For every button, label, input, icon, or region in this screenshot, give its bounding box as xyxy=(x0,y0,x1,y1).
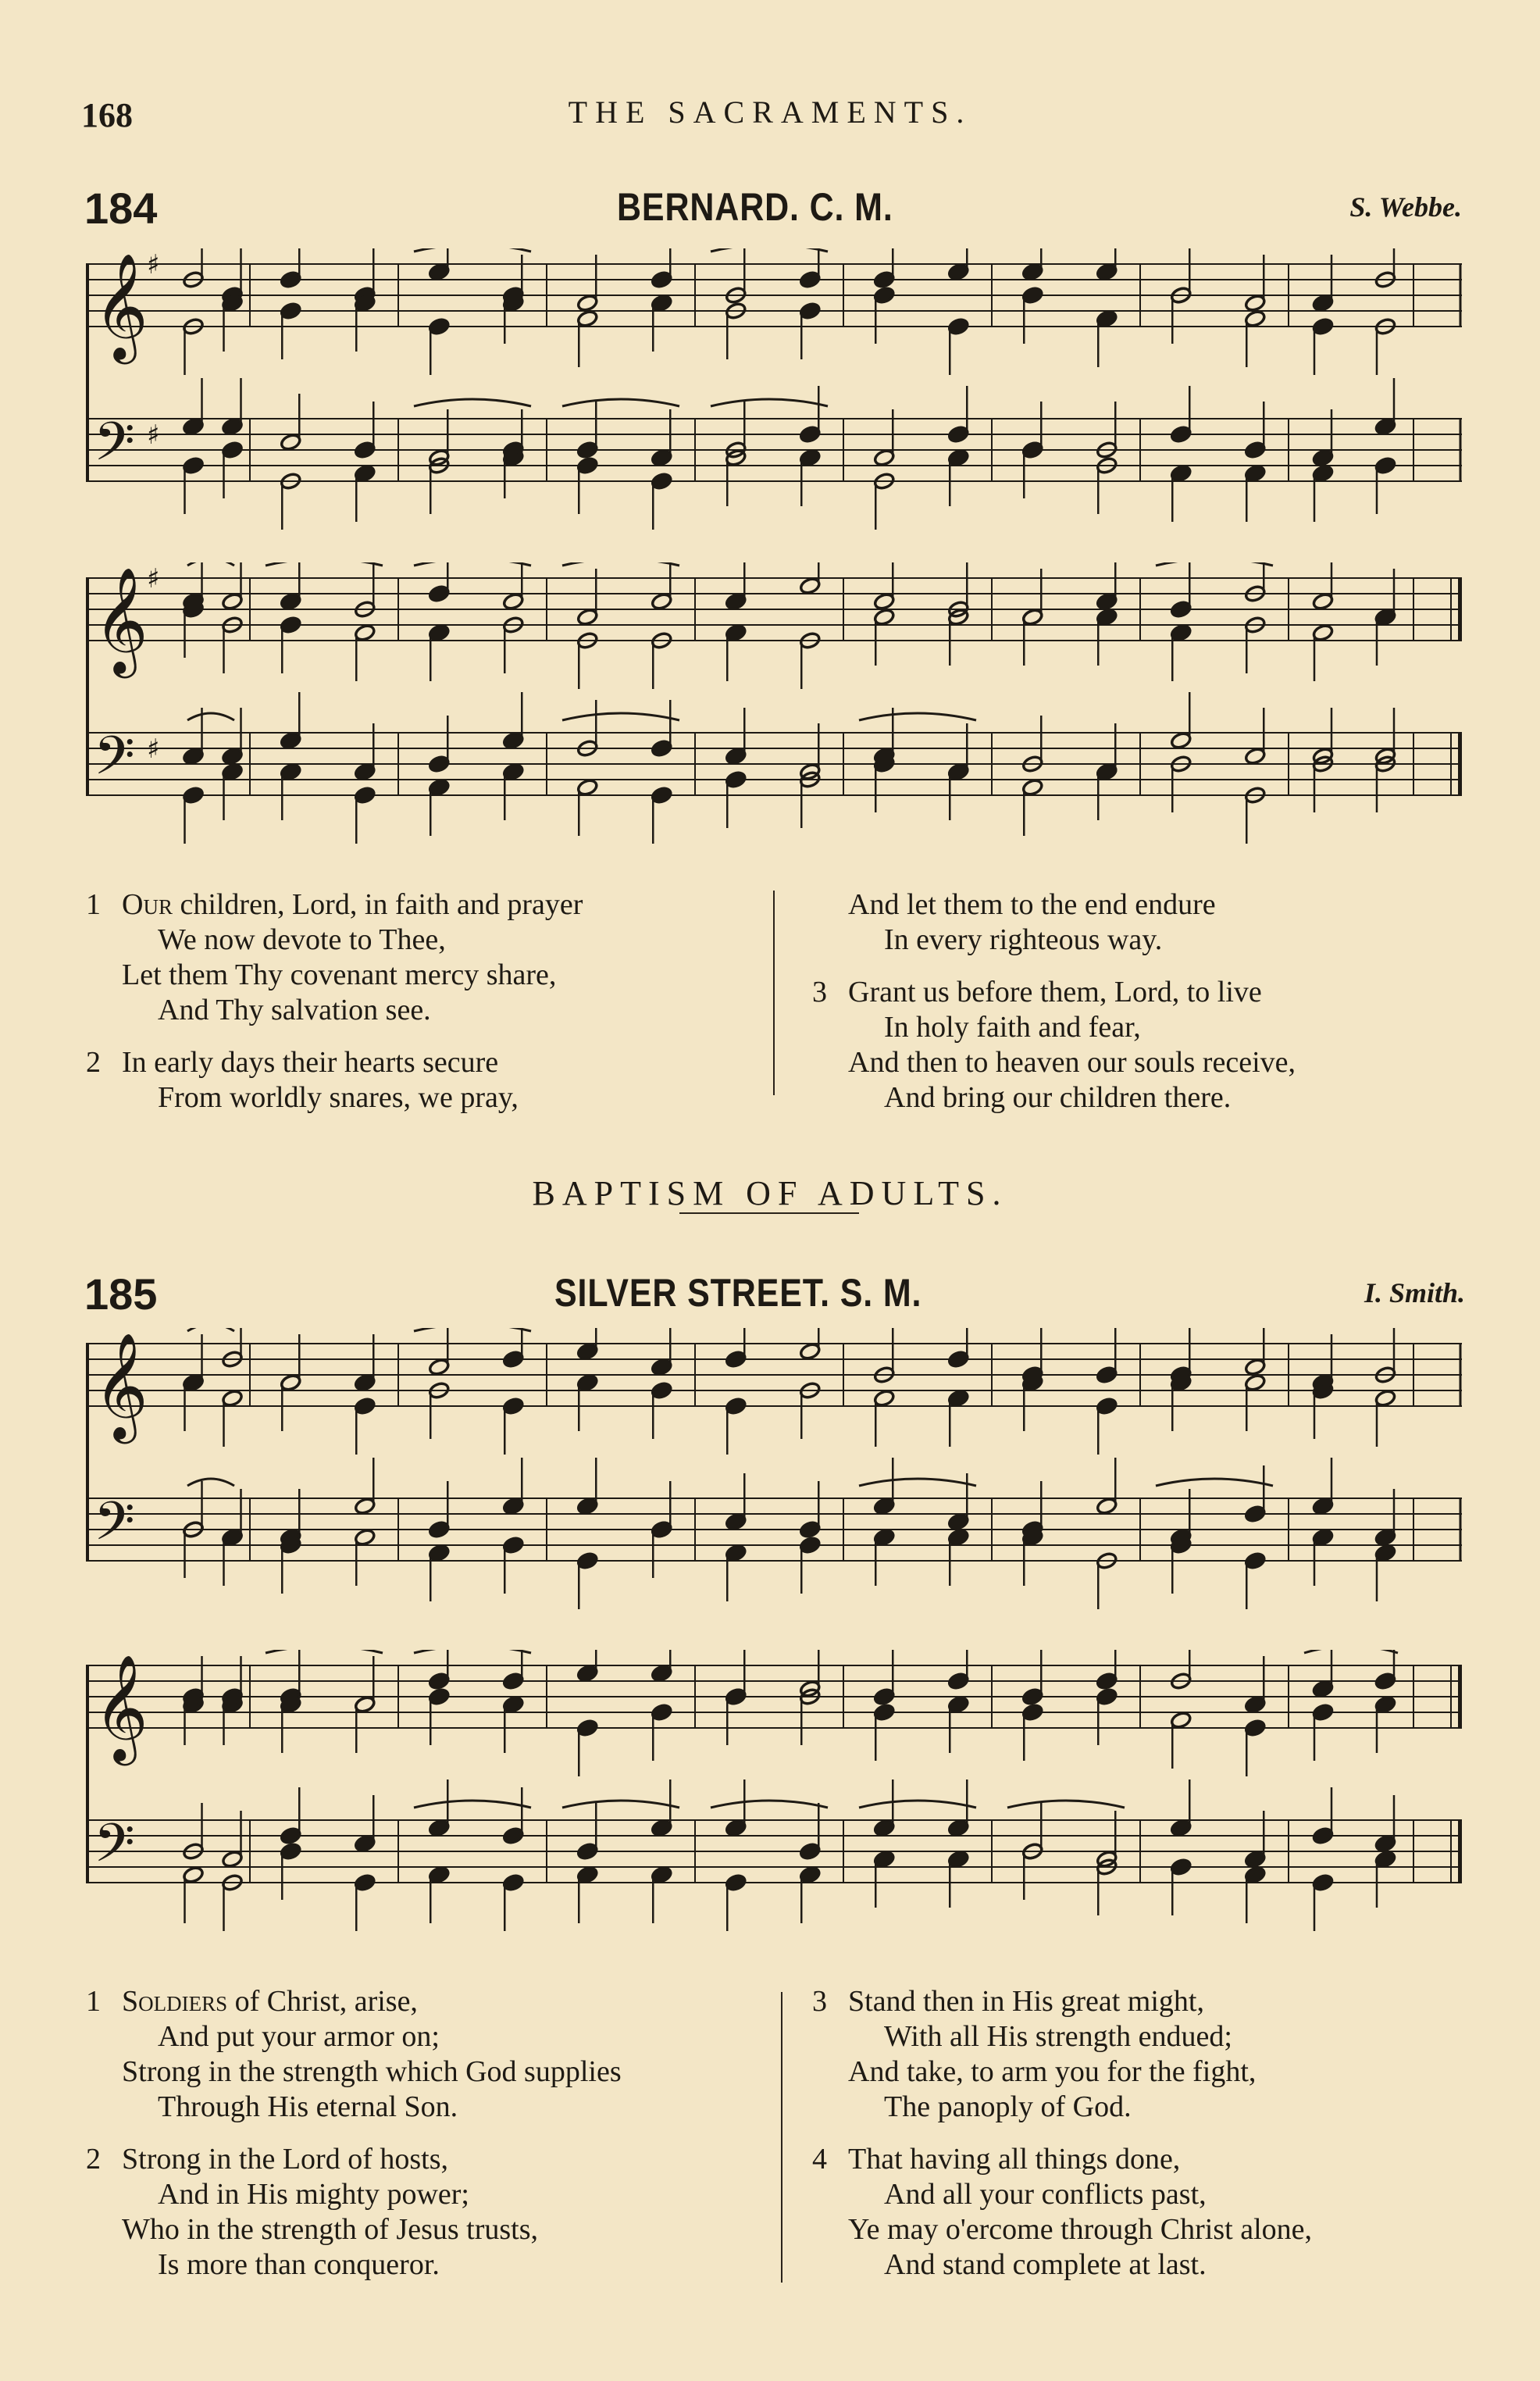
section-heading: BAPTISM OF ADULTS. xyxy=(532,1174,1008,1212)
hymn-185-score-system-2 xyxy=(86,1650,1462,1947)
svg-text:♯: ♯ xyxy=(147,734,160,765)
verse-line: Grant us before them, Lord, to live xyxy=(848,976,1262,1008)
hymn-184-tune-title: BERNARD. C. M. xyxy=(617,185,893,229)
music-notation xyxy=(86,248,1462,530)
verse-line: Strong in the strength which God supplies xyxy=(122,2055,622,2088)
verse-line: And in His mighty power; xyxy=(158,2178,469,2211)
verse-line: Let them Thy covenant mercy share, xyxy=(122,958,557,991)
svg-text:♯: ♯ xyxy=(147,249,160,280)
verse-line: And put your armor on; xyxy=(158,2020,440,2053)
verse-number: 2 xyxy=(86,2143,101,2176)
hymn-185-composer: I. Smith. xyxy=(1364,1277,1465,1308)
music-notation xyxy=(86,1328,1462,1609)
verse-line: And bring our children there. xyxy=(884,1081,1232,1114)
verse-line: And take, to arm you for the fight, xyxy=(848,2055,1257,2088)
verse-line: The panoply of God. xyxy=(884,2090,1132,2123)
verse-line: That having all things done, xyxy=(848,2143,1181,2176)
music-notation xyxy=(86,562,1462,844)
hymn-185-verse-1 xyxy=(86,1984,789,2125)
hymn-184-verses-left xyxy=(86,887,773,1133)
hymn-185-verse-4 xyxy=(812,2142,1468,2283)
verse-line: From worldly snares, we pray, xyxy=(158,1081,519,1114)
hymn-184-score-system-2 xyxy=(86,562,1462,859)
svg-text:𝄞: 𝄞 xyxy=(94,566,148,673)
svg-text:♯: ♯ xyxy=(147,563,160,594)
hymn-185-tune-title: SILVER STREET. S. M. xyxy=(554,1271,922,1315)
verse-line: And let them to the end endure xyxy=(848,888,1216,921)
column-divider xyxy=(781,1992,782,2283)
hymn-185-number: 185 xyxy=(84,1269,158,1319)
page-number: 168 xyxy=(81,96,133,134)
svg-text:𝄞: 𝄞 xyxy=(94,1653,148,1761)
hymn-184-verse-2 xyxy=(86,1045,773,1116)
svg-text:𝄢: 𝄢 xyxy=(94,1491,135,1565)
verse-line: In every righteous way. xyxy=(884,923,1163,956)
verse-line: And stand complete at last. xyxy=(884,2248,1207,2281)
verse-number: 1 xyxy=(86,888,101,921)
verse-line: In early days their hearts secure xyxy=(122,1046,499,1079)
verse-number: 1 xyxy=(86,1985,101,2018)
hymn-184-score-system-1 xyxy=(86,248,1462,545)
verse-number: 4 xyxy=(812,2143,827,2176)
verse-line: We now devote to Thee, xyxy=(158,923,446,956)
svg-text:𝄢: 𝄢 xyxy=(94,726,135,800)
hymn-184-number: 184 xyxy=(84,184,158,233)
verse-line: Through His eternal Son. xyxy=(158,2090,458,2123)
hymn-184-verse-3 xyxy=(812,975,1468,1116)
verse-line: Is more than conqueror. xyxy=(158,2248,440,2281)
verse-number: 3 xyxy=(812,976,827,1008)
hymn-185-score-system-1 xyxy=(86,1328,1462,1625)
verse-line: Soldiers of Christ, arise, xyxy=(122,1985,418,2018)
hymn-184-composer: S. Webbe. xyxy=(1349,191,1462,223)
svg-text:𝄢: 𝄢 xyxy=(94,412,135,486)
hymn-185-verse-3 xyxy=(812,1984,1468,2125)
verse-line: Who in the strength of Jesus trusts, xyxy=(122,2213,539,2246)
verse-line: Strong in the Lord of hosts, xyxy=(122,2143,448,2176)
hymn-184-verse-2-cont xyxy=(812,887,1468,958)
verse-line: Our children, Lord, in faith and prayer xyxy=(122,888,583,921)
svg-text:𝄞: 𝄞 xyxy=(94,252,148,359)
music-notation xyxy=(86,1650,1462,1931)
verse-line: Stand then in His great might, xyxy=(848,1985,1204,2018)
verse-line: And Thy salvation see. xyxy=(158,994,431,1026)
hymn-185-verse-2 xyxy=(86,2142,789,2283)
hymn-184-verses-right xyxy=(812,887,1468,1133)
verse-line: With all His strength endued; xyxy=(884,2020,1232,2053)
svg-text:♯: ♯ xyxy=(147,419,160,451)
hymn-184-verse-1 xyxy=(86,887,773,1028)
hymn-185-verses-right xyxy=(812,1984,1468,2300)
verse-line: And then to heaven our souls receive, xyxy=(848,1046,1296,1079)
verse-line: And all your conflicts past, xyxy=(884,2178,1207,2211)
hymn-185-verses-left xyxy=(86,1984,789,2300)
running-head: THE SACRAMENTS. xyxy=(568,95,972,130)
svg-text:𝄢: 𝄢 xyxy=(94,1813,135,1887)
verse-line: In holy faith and fear, xyxy=(884,1011,1141,1044)
verse-line: Ye may o'ercome through Christ alone, xyxy=(848,2213,1312,2246)
verse-number: 3 xyxy=(812,1985,827,2018)
verse-number: 2 xyxy=(86,1046,101,1079)
section-rule xyxy=(679,1212,859,1214)
svg-text:𝄞: 𝄞 xyxy=(94,1331,148,1439)
column-divider xyxy=(773,891,775,1095)
